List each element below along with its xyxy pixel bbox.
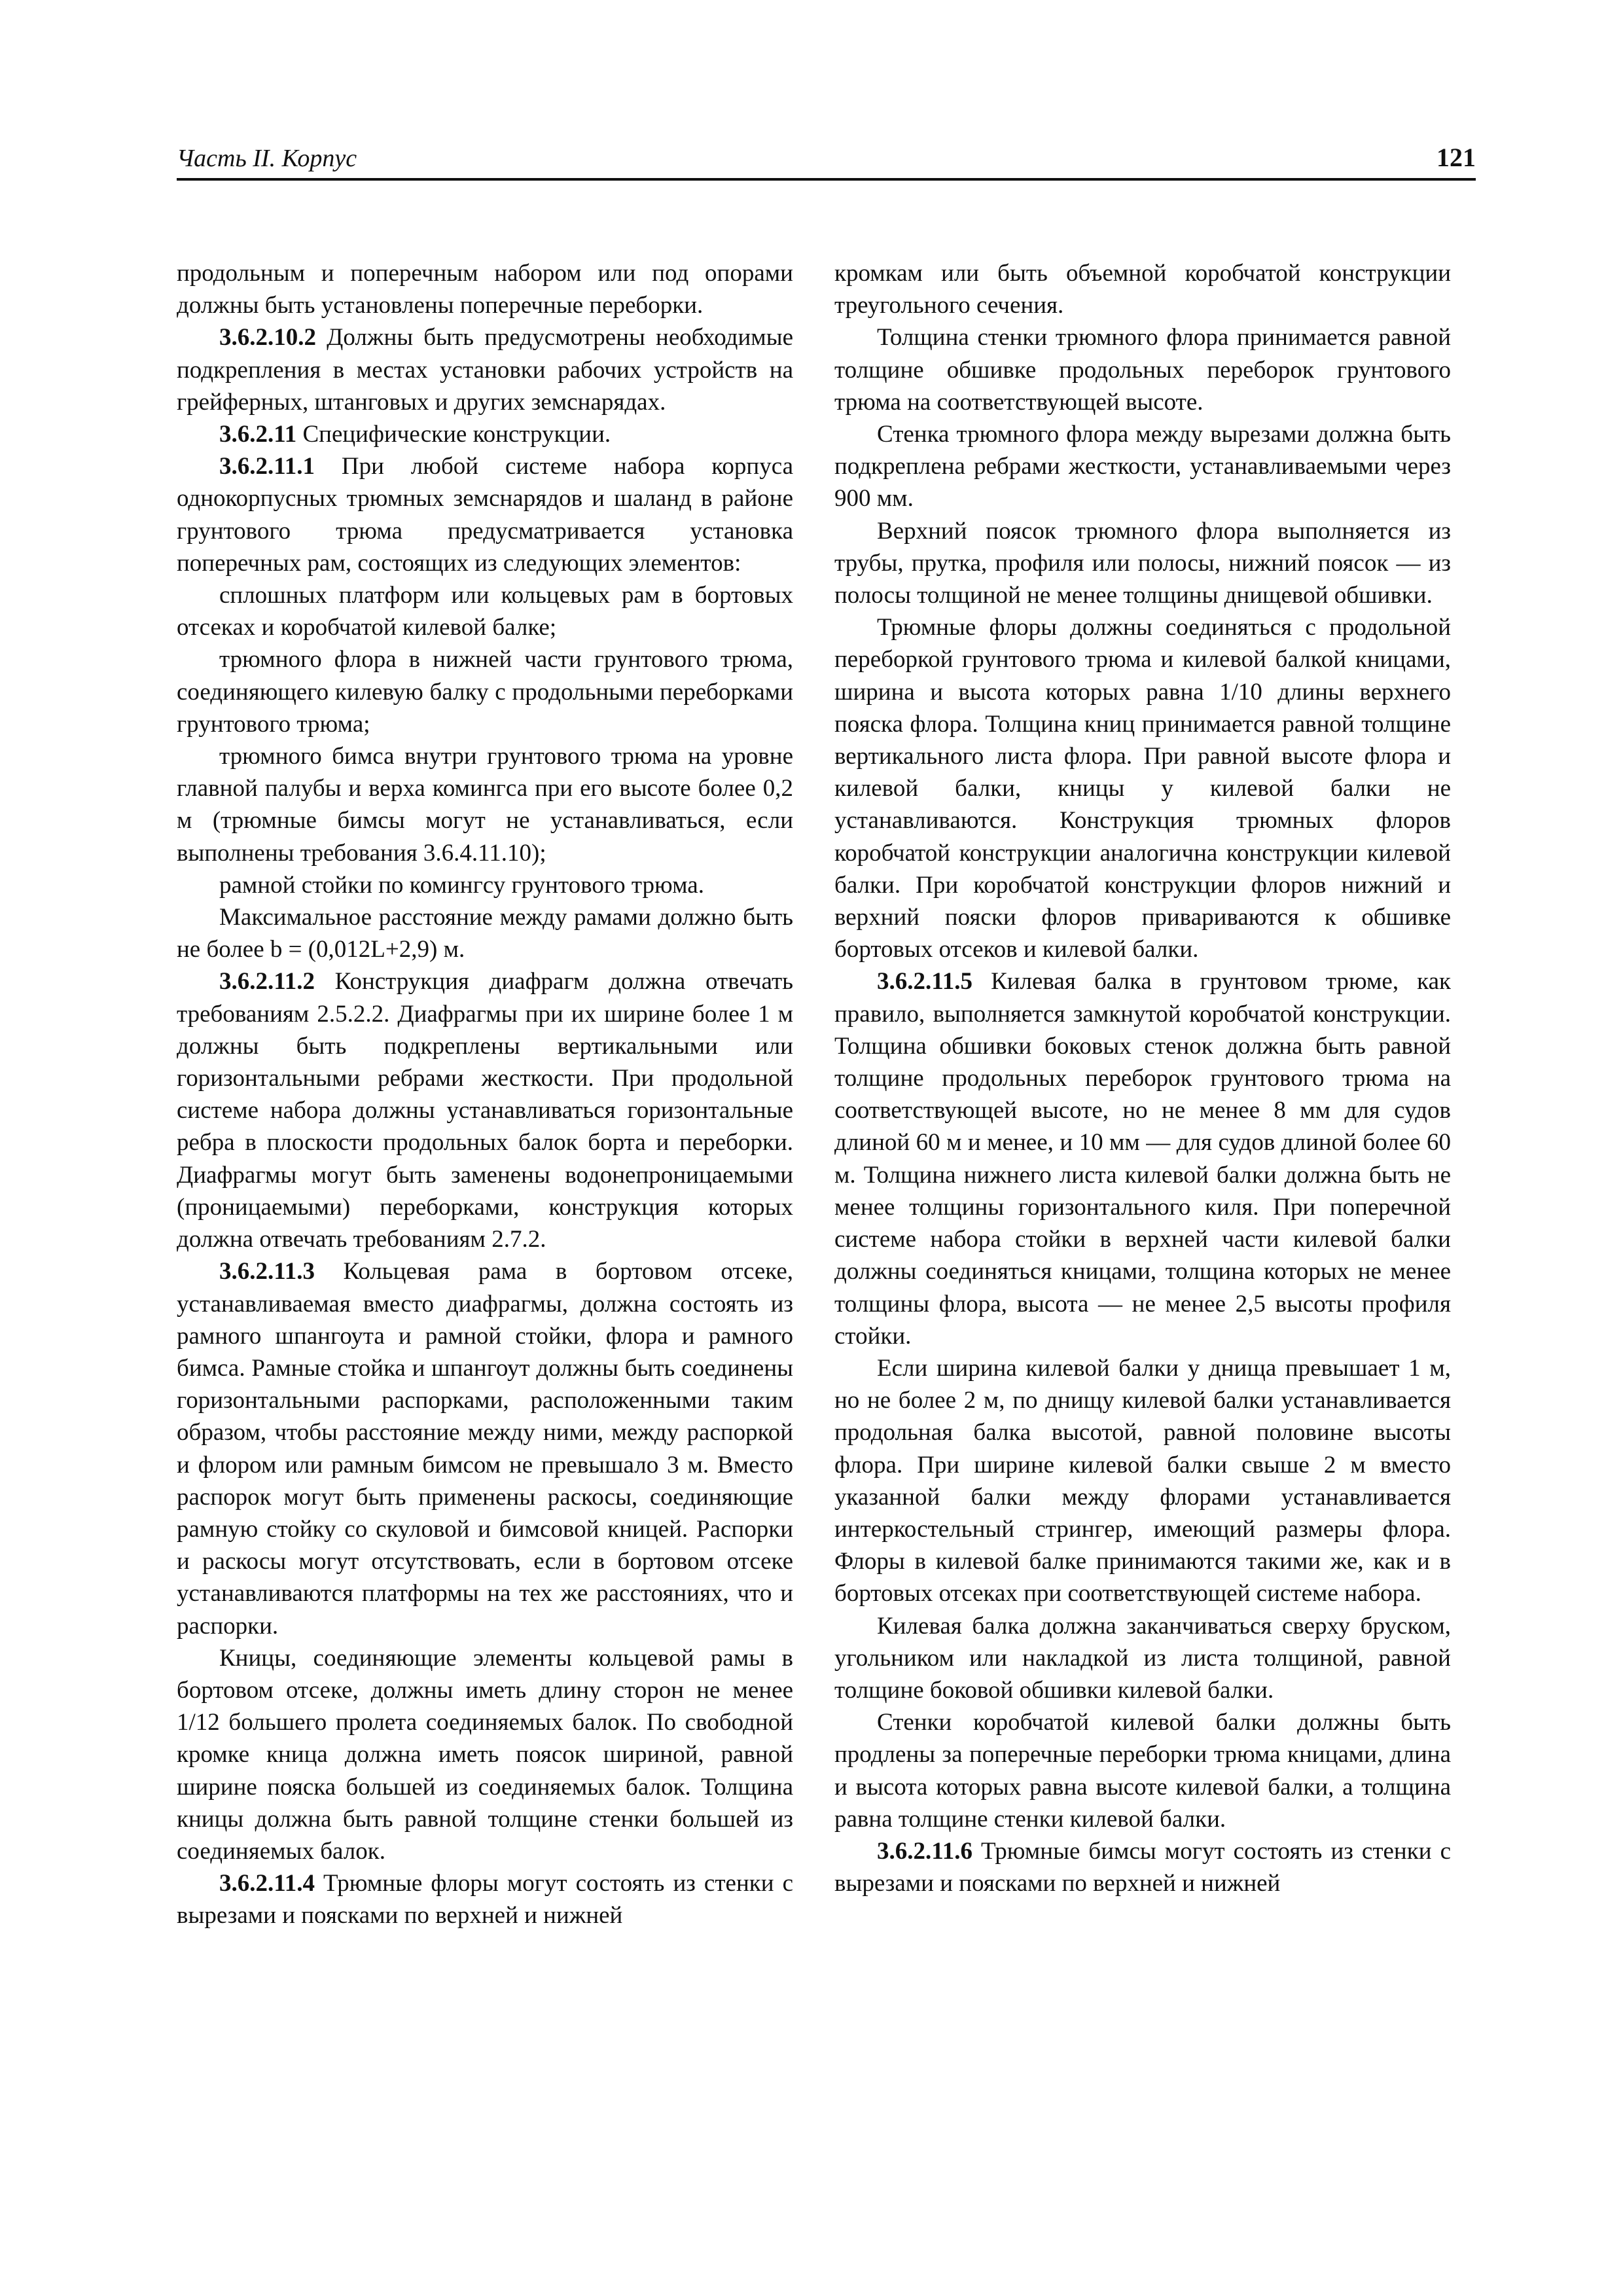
clause-number: 3.6.2.11.6: [877, 1837, 972, 1865]
paragraph: [834, 611, 1451, 965]
paragraph: [834, 1706, 1451, 1835]
paragraph-text: Кницы, соединяющие элементы кольцевой рамы в бортовом отсеке, должны иметь длину сторон не менее 1/12 большего пролета соединяемых балок. По свободной кромке кница должна иметь поясок шириной, равной ширине пояска большей из соединяемых балок. Толщина кницы должна быть равной толщине стенки большей из соединяемых балок.: [177, 1644, 793, 1865]
paragraph-text: Толщина стенки трюмного флора принимается равной толщине обшивке продольных переборок грунтового трюма на соответствующей высоте.: [834, 324, 1451, 416]
paragraph: [177, 257, 793, 321]
paragraph: [177, 643, 793, 740]
paragraph: [177, 579, 793, 643]
paragraph: [834, 515, 1451, 612]
paragraph-text: Стенка трюмного флора между вырезами должна быть подкреплена ребрами жесткости, устанавливаемыми через 900 мм.: [834, 421, 1451, 512]
clause-number: 3.6.2.11.3: [219, 1258, 315, 1285]
paragraph-text: Специфические конструкции.: [296, 421, 611, 448]
clause-number: 3.6.2.11.1: [219, 453, 315, 480]
left-text-column: [177, 257, 793, 1932]
paragraph-text: сплошных платформ или кольцевых рам в бортовых отсеках и коробчатой килевой балке;: [177, 582, 793, 641]
paragraph: [177, 740, 793, 869]
paragraph-text: Должны быть предусмотрены необходимые подкрепления в местах установки рабочих устройств на грейферных, штанговых и других земснарядах.: [177, 324, 793, 416]
paragraph-text: При любой системе набора корпуса однокорпусных трюмных земснарядов и шаланд в районе грунтового трюма предусматривается установка поперечных рам, состоящих из следующих элементов:: [177, 453, 793, 577]
paragraph: [177, 1255, 793, 1641]
paragraph-text: Трюмные флоры должны соединяться с продольной переборкой грунтового трюма и килевой балкой кницами, ширина и высота которых равна 1/10 длины верхнего пояска флора. Толщина книц принимается равной толщине вертикального листа флора. При равной высоте флора и килевой балки, кницы у килевой балки не устанавливаются. Конструкция трюмных флоров коробчатой конструкции аналогична конструкции килевой балки. При коробчатой конструкции флоров нижний и верхний пояски флоров привариваются к обшивке бортовых отсеков и килевой балки.: [834, 614, 1451, 963]
paragraph: [834, 257, 1451, 321]
paragraph-text: рамной стойки по комингсу грунтового трюма.: [219, 871, 704, 899]
paragraph-text: трюмного флора в нижней части грунтового трюма, соединяющего килевую балку с продольными переборками грунтового трюма;: [177, 646, 793, 738]
paragraph: [177, 418, 793, 450]
paragraph: [177, 965, 793, 1255]
running-title: Часть II. Корпус: [177, 145, 357, 172]
paragraph-text: Максимальное расстояние между рамами должно быть не более b = (0,012L+2,9) м.: [177, 904, 793, 963]
paragraph-text: Килевая балка в грунтовом трюме, как правило, выполняется замкнутой коробчатой конструкции. Толщина обшивки боковых стенок должна быть равной толщине продольных переборок грунтового трюма на соответствующей высоте, но не менее 8 мм для судов длиной 60 м и менее, и 10 мм — для судов длиной более 60 м. Толщина нижнего листа килевой балки должна быть не менее толщины горизонтального киля. При поперечной системе набора стойки в верхней части килевой балки должны соединяться кницами, толщина которых не менее толщины флора, высота — не менее 2,5 высоты профиля стойки.: [834, 968, 1451, 1350]
paragraph: [177, 1642, 793, 1867]
paragraph-text: Килевая балка должна заканчиваться сверху бруском, угольником или накладкой из листа толщиной, равной толщине боковой обшивки килевой балки.: [834, 1612, 1451, 1704]
paragraph-text: Если ширина килевой балки у днища превышает 1 м, но не более 2 м, по днищу килевой балки устанавливается продольная балка высотой, равной половине высоты флора. При ширине килевой балки свыше 2 м вместо указанной балки между флорами устанавливается интеркостельный стрингер, имеющий размеры флора. Флоры в килевой балке принимаются такими же, как и в бортовых отсеках при соответствующей системе набора.: [834, 1354, 1451, 1607]
paragraph: [177, 901, 793, 965]
paragraph: [834, 1835, 1451, 1899]
paragraph-text: Стенки коробчатой килевой балки должны быть продлены за поперечные переборки трюма кницами, длина и высота которых равна высоте килевой балки, а толщина равна толщине стенки килевой балки.: [834, 1709, 1451, 1833]
paragraph-text: Конструкция диафрагм должна отвечать требованиям 2.5.2.2. Диафрагмы при их ширине более 1 м должны быть подкреплены вертикальными или горизонтальными ребрами жесткости. При продольной системе набора должны устанавливаться горизонтальные ребра в плоскости продольных балок борта и переборки. Диафрагмы могут быть заменены водонепроницаемыми (проницаемыми) переборками, конструкция которых должна отвечать требованиям 2.7.2.: [177, 968, 793, 1253]
paragraph: [834, 321, 1451, 418]
clause-number: 3.6.2.11: [219, 421, 297, 448]
paragraph: [834, 1352, 1451, 1610]
paragraph: [177, 321, 793, 418]
page-number: 121: [1436, 143, 1476, 172]
paragraph-text: Верхний поясок трюмного флора выполняется из трубы, прутка, профиля или полосы, нижний поясок — из полосы толщиной не менее толщины днищевой обшивки.: [834, 517, 1451, 609]
paragraph: [834, 1610, 1451, 1707]
clause-number: 3.6.2.11.2: [219, 968, 315, 996]
paragraph-text: Кольцевая рама в бортовом отсеке, устанавливаемая вместо диафрагмы, должна состоять из рамного шпангоута и рамной стойки, флора и рамного бимса. Рамные стойка и шпангоут должны быть соединены горизонтальными распорками, расположенными таким образом, чтобы расстояние между ними, между распоркой и флором или рамным бимсом не превышало 3 м. Вместо распорок могут быть применены раскосы, соединяющие рамную стойку со скуловой и бимсовой кницей. Распорки и раскосы могут отсутствовать, если в бортовом отсеке устанавливаются платформы на тех же расстояниях, что и распорки.: [177, 1258, 793, 1640]
paragraph: [177, 869, 793, 901]
paragraph-text: кромкам или быть объемной коробчатой конструкции треугольного сечения.: [834, 260, 1451, 319]
clause-number: 3.6.2.10.2: [219, 324, 316, 351]
paragraph-text: трюмного бимса внутри грунтового трюма на уровне главной палубы и верха комингса при его высоте более 0,2 м (трюмные бимсы могут не устанавливаться, если выполнены требования 3.6.4.11.10);: [177, 743, 793, 867]
paragraph: [834, 965, 1451, 1352]
clause-number: 3.6.2.11.4: [219, 1870, 315, 1897]
paragraph: [177, 1867, 793, 1931]
paragraph: [834, 418, 1451, 515]
right-text-column: [834, 257, 1451, 1899]
paragraph-text: продольным и поперечным набором или под опорами должны быть установлены поперечные переборки.: [177, 260, 793, 319]
clause-number: 3.6.2.11.5: [877, 968, 972, 996]
paragraph-text: Трюмные бимсы могут состоять из стенки с вырезами и поясками по верхней и нижней: [834, 1837, 1451, 1897]
paragraph-text: Трюмные флоры могут состоять из стенки с вырезами и поясками по верхней и нижней: [177, 1870, 793, 1929]
running-header: [177, 139, 1476, 181]
paragraph: [177, 450, 793, 579]
